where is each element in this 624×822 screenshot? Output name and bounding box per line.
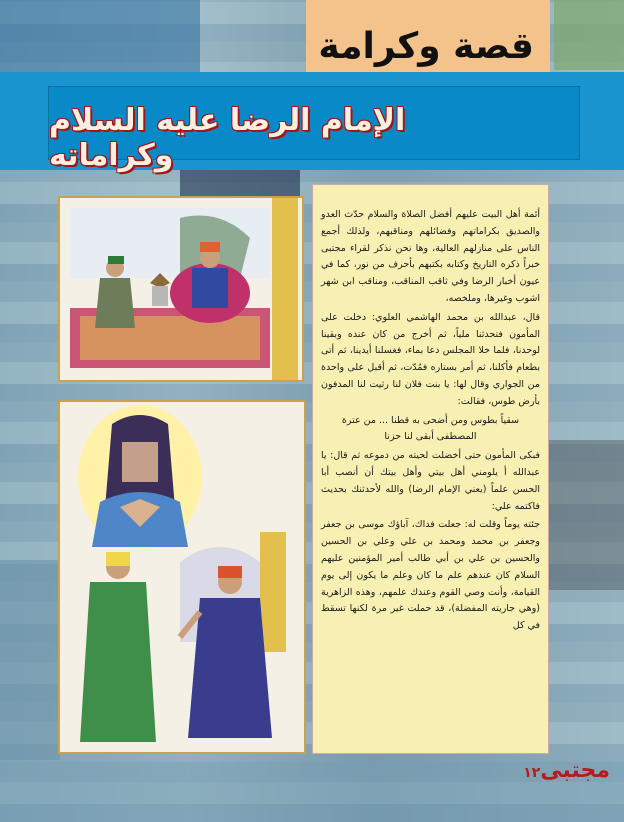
logo-text: مجتبى	[540, 758, 610, 783]
paragraph: جئته يوماً وقلت له: جعلت فداك، آباؤك موسى بن جعفر وجعفر بن محمد ومحمد بن علي وعلي بن الحسين والحسين بن علي بن أبي طالب أمير المؤمنين عليهم السلام كان عندهم علم ما كان وعلم ما يكون إلى يوم القيامة، وأنت وصي القوم وعندك علمهم، وهذه الزاهرية (وهي جاريته المفضلة)، قد حملت غير مرة لكنها تسقط في كل	[321, 519, 540, 632]
illustration-bottom-drawing	[60, 402, 304, 752]
magazine-logo	[523, 758, 610, 783]
illustration-top-drawing	[60, 198, 302, 380]
page-number: ١٢	[523, 765, 541, 781]
illustration-top	[58, 196, 304, 382]
paragraph: فبكى المأمون حتى أخضلت لحيته من دموعه ثم قال: يا عبدالله أ يلومني أهل بيتي وأهل بيتك أن أنصب أبا الحسن علماً (يعني الإمام الرضا) والله لأحدثنك بحديث فاكتمه علي:	[321, 450, 540, 512]
illustration-bottom	[58, 400, 306, 754]
title-box	[48, 86, 580, 173]
article-text	[312, 184, 549, 754]
paragraph: قال، عبدالله بن محمد الهاشمي العلوي: دخلت على المأمون فتحدثنا ملياً، ثم أخرج من كان عنده وبقينا لوحدنا، فلما خلا المجلس دعا بماء، فغسلنا أيدينا، ثم أتى بطعام فأكلنا، ثم أمر بستاره فمُدّت، ثم أقبل على واحدة من الجواري وقال لها: يا بنت فلان لنا رثيت لنا المدفون بأرض طوس، فقالت:	[321, 311, 540, 407]
section-tab	[306, 0, 550, 72]
poem-verse: سقياً بطوس ومن أضحى به قطنا ... من عترة المصطفى أبقى لنا حزنا	[341, 414, 520, 443]
page-title: الإمام الرضا عليه السلام وكراماته	[49, 103, 406, 173]
section-label: قصة وكرامة	[318, 26, 534, 67]
paragraph: أئمة أهل البيت عليهم أفضل الصلاة والسلام حدّث العدو والصديق بكراماتهم وفضائلهم ومناقبهم، ولذلك أجمع الناس على منازلهم العالية، وها نحن نذكر لقراء مجتبى خبراً ذكره التاريخ وكتابه بكتبهم بأحرف من نور، كما في عيون أخبار الرضا وفي ثاقب المناقب، ومناقب ابن شهر اشوب وغيرها، وملخصه،	[321, 209, 540, 304]
